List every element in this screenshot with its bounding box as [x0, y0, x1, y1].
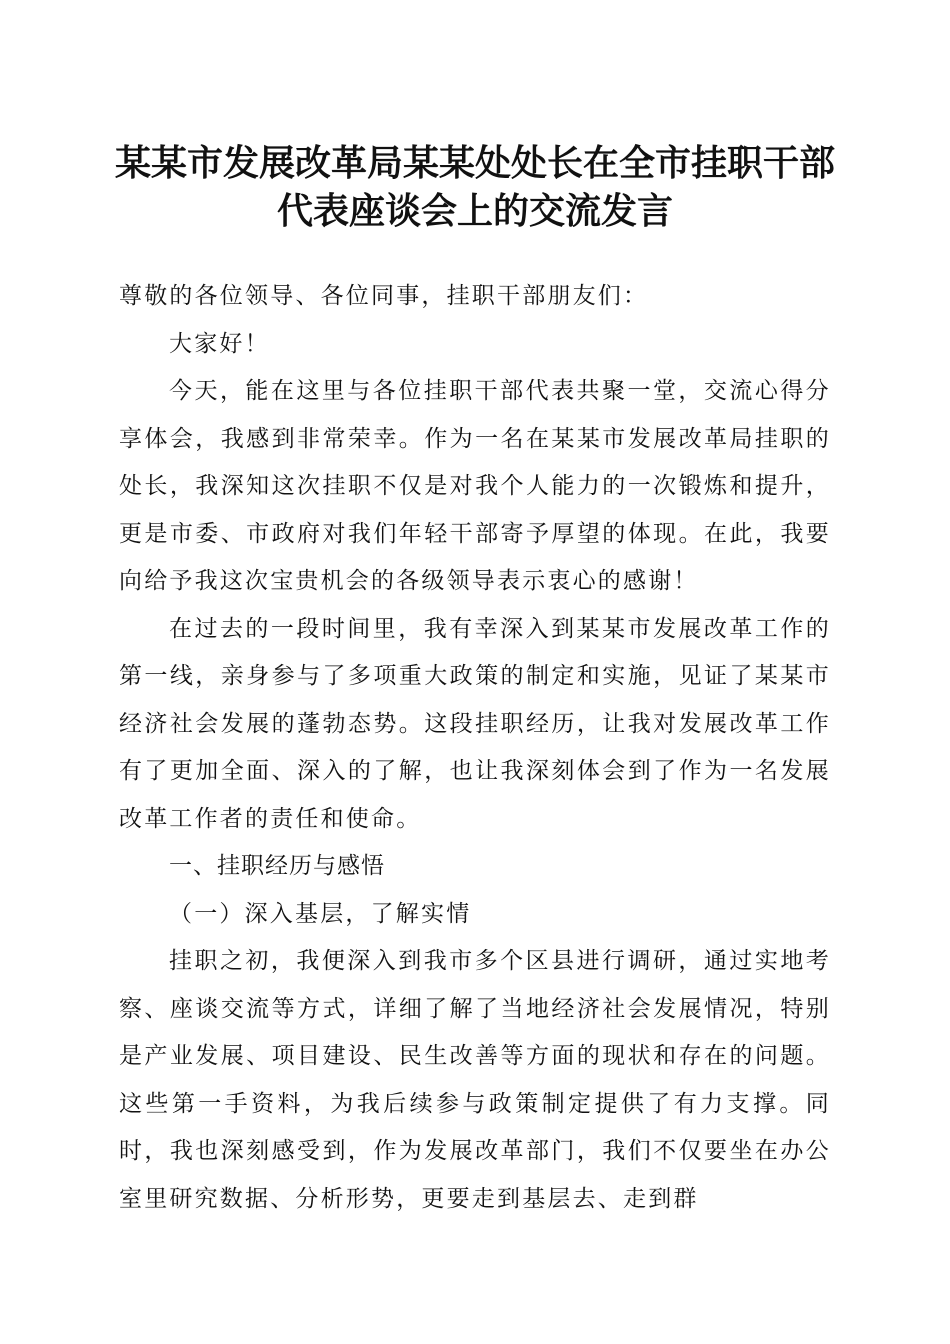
salutation: 尊敬的各位领导、各位同事，挂职干部朋友们：: [119, 283, 649, 309]
body-paragraph: 今天，能在这里与各位挂职干部代表共聚一堂，交流心得分享体会，我感到非常荣幸。作为一名在某某市发展改革局挂职的处长，我深知这次挂职不仅是对我个人能力的一次锻炼和提升，更是市委、市政府对我们年轻干部寄予厚望的体现。在此，我要向给予我这次宝贵机会的各级领导表示衷心的感谢！: [119, 378, 831, 594]
subsection-heading: （一）深入基层，了解实情: [169, 900, 472, 927]
document-title-line-2: 代表座谈会上的交流发言: [276, 190, 673, 232]
document-title-line-1: 某某市发展改革局某某处处长在全市挂职干部: [114, 142, 835, 184]
body-paragraph: 挂职之初，我便深入到我市多个区县进行调研，通过实地考察、座谈交流等方式，详细了解了当地经济社会发展情况，特别是产业发展、项目建设、民生改善等方面的现状和存在的问题。这些第一手资料，为我后续参与政策制定提供了有力支撑。同时，我也深刻感受到，作为发展改革部门，我们不仅要坐在办公室里研究数据、分析形势，更要走到基层去、走到群: [119, 948, 831, 1212]
greeting: 大家好！: [169, 330, 270, 357]
section-heading: 一、挂职经历与感悟: [169, 853, 385, 879]
document-body: [119, 273, 831, 1223]
body-paragraph: 在过去的一段时间里，我有幸深入到某某市发展改革工作的第一线，亲身参与了多项重大政策的制定和实施，见证了某某市经济社会发展的蓬勃态势。这段挂职经历，让我对发展改革工作有了更加全面、深入的了解，也让我深刻体会到了作为一名发展改革工作者的责任和使命。: [119, 615, 831, 832]
